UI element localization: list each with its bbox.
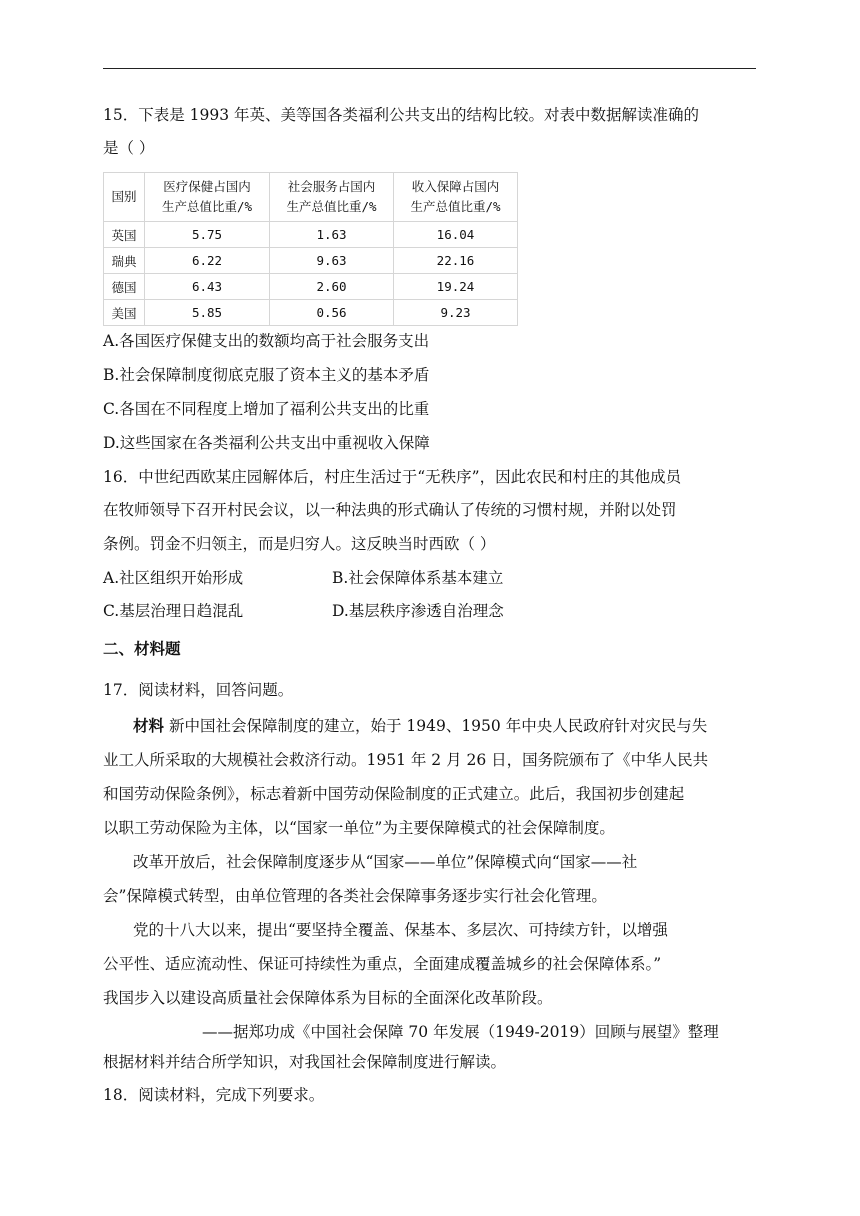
- q15-stem-line1: 15．下表是 1993 年英、美等国各类福利公共支出的结构比较。对表中数据解读准确的: [103, 106, 700, 124]
- table-cell: 22.16: [394, 248, 518, 274]
- table-cell: 9.63: [270, 248, 394, 274]
- table-cell: 英国: [104, 222, 145, 248]
- table-header-row: [104, 173, 518, 222]
- q17-source: ——据郑功成《中国社会保障 70 年发展（1949-2019）回顾与展望》整理: [202, 1023, 719, 1041]
- table-cell: 5.75: [145, 222, 270, 248]
- table-cell: 16.04: [394, 222, 518, 248]
- table-cell: 2.60: [270, 274, 394, 300]
- q15-option-c: C.各国在不同程度上增加了福利公共支出的比重: [103, 400, 430, 418]
- q17-material-line3: 和国劳动保险条例》，标志着新中国劳动保险制度的正式建立。此后，我国初步创建起: [103, 785, 685, 803]
- table-cell: 瑞典: [104, 248, 145, 274]
- header-country: 国别: [104, 173, 145, 222]
- q16-stem-line2: 在牧师领导下召开村民会议，以一种法典的形式确认了传统的习惯村规，并附以处罚: [103, 501, 677, 519]
- header-health: 医疗保健占国内 生产总值比重/%: [145, 173, 270, 222]
- q17-material-line6: 会”保障模式转型，由单位管理的各类社会保障事务逐步实行社会化管理。: [103, 887, 607, 905]
- q17-material-line2: 业工人所采取的大规模社会救济行动。1951 年 2 月 26 日，国务院颁布了《中华人民共: [103, 751, 709, 769]
- table-cell: 9.23: [394, 300, 518, 326]
- table-row: [104, 248, 518, 274]
- table-cell: 6.43: [145, 274, 270, 300]
- header-rule: [103, 68, 756, 69]
- table-cell: 德国: [104, 274, 145, 300]
- table-cell: 19.24: [394, 274, 518, 300]
- table-cell: 1.63: [270, 222, 394, 248]
- q16-option-c: C.基层治理日趋混乱: [103, 602, 244, 620]
- table-cell: 0.56: [270, 300, 394, 326]
- q15-data-table: [103, 172, 518, 326]
- q17-material-line1: 材料 新中国社会保障制度的建立，始于 1949、1950 年中央人民政府针对灾民与失: [133, 716, 708, 735]
- q17-stem: 17．阅读材料，回答问题。: [103, 681, 294, 699]
- material-label: 材料: [133, 716, 165, 735]
- q16-option-b: B.社会保障体系基本建立: [332, 569, 504, 587]
- q15-option-a: A.各国医疗保健支出的数额均高于社会服务支出: [103, 332, 430, 350]
- q17-material-line9: 我国步入以建设高质量社会保障体系为目标的全面深化改革阶段。: [103, 989, 553, 1007]
- q15-option-d: D.这些国家在各类福利公共支出中重视收入保障: [103, 434, 430, 452]
- q16-stem-line1: 16．中世纪西欧某庄园解体后，村庄生活过于“无秩序”，因此农民和村庄的其他成员: [103, 468, 682, 486]
- header-income-security: 收入保障占国内 生产总值比重/%: [394, 173, 518, 222]
- table-row: [104, 274, 518, 300]
- table-row: [104, 300, 518, 326]
- q17-material-line7: 党的十八大以来，提出“要坚持全覆盖、保基本、多层次、可持续方针，以增强: [133, 921, 668, 939]
- table-cell: 5.85: [145, 300, 270, 326]
- q15-option-b: B.社会保障制度彻底克服了资本主义的基本矛盾: [103, 366, 430, 384]
- q18-stem: 18．阅读材料，完成下列要求。: [103, 1086, 325, 1104]
- q15-stem-line2: 是（ ）: [103, 139, 155, 157]
- q16-option-a: A.社区组织开始形成: [103, 569, 244, 587]
- table-cell: 6.22: [145, 248, 270, 274]
- table-row: [104, 222, 518, 248]
- section-title: 二、材料题: [103, 640, 181, 658]
- q17-material-line5: 改革开放后，社会保障制度逐步从“国家——单位”保障模式向“国家——社: [133, 853, 638, 871]
- q17-task: 根据材料并结合所学知识，对我国社会保障制度进行解读。: [103, 1053, 507, 1071]
- q17-material-line4: 以职工劳动保险为主体，以“国家一单位”为主要保障模式的社会保障制度。: [103, 819, 615, 837]
- q16-stem-line3: 条例。罚金不归领主，而是归穷人。这反映当时西欧（ ）: [103, 535, 496, 553]
- table-cell: 美国: [104, 300, 145, 326]
- q16-option-d: D.基层秩序渗透自治理念: [332, 602, 504, 620]
- q17-material-line8: 公平性、适应流动性、保证可持续性为重点，全面建成覆盖城乡的社会保障体系。”: [103, 955, 662, 973]
- header-social-service: 社会服务占国内 生产总值比重/%: [270, 173, 394, 222]
